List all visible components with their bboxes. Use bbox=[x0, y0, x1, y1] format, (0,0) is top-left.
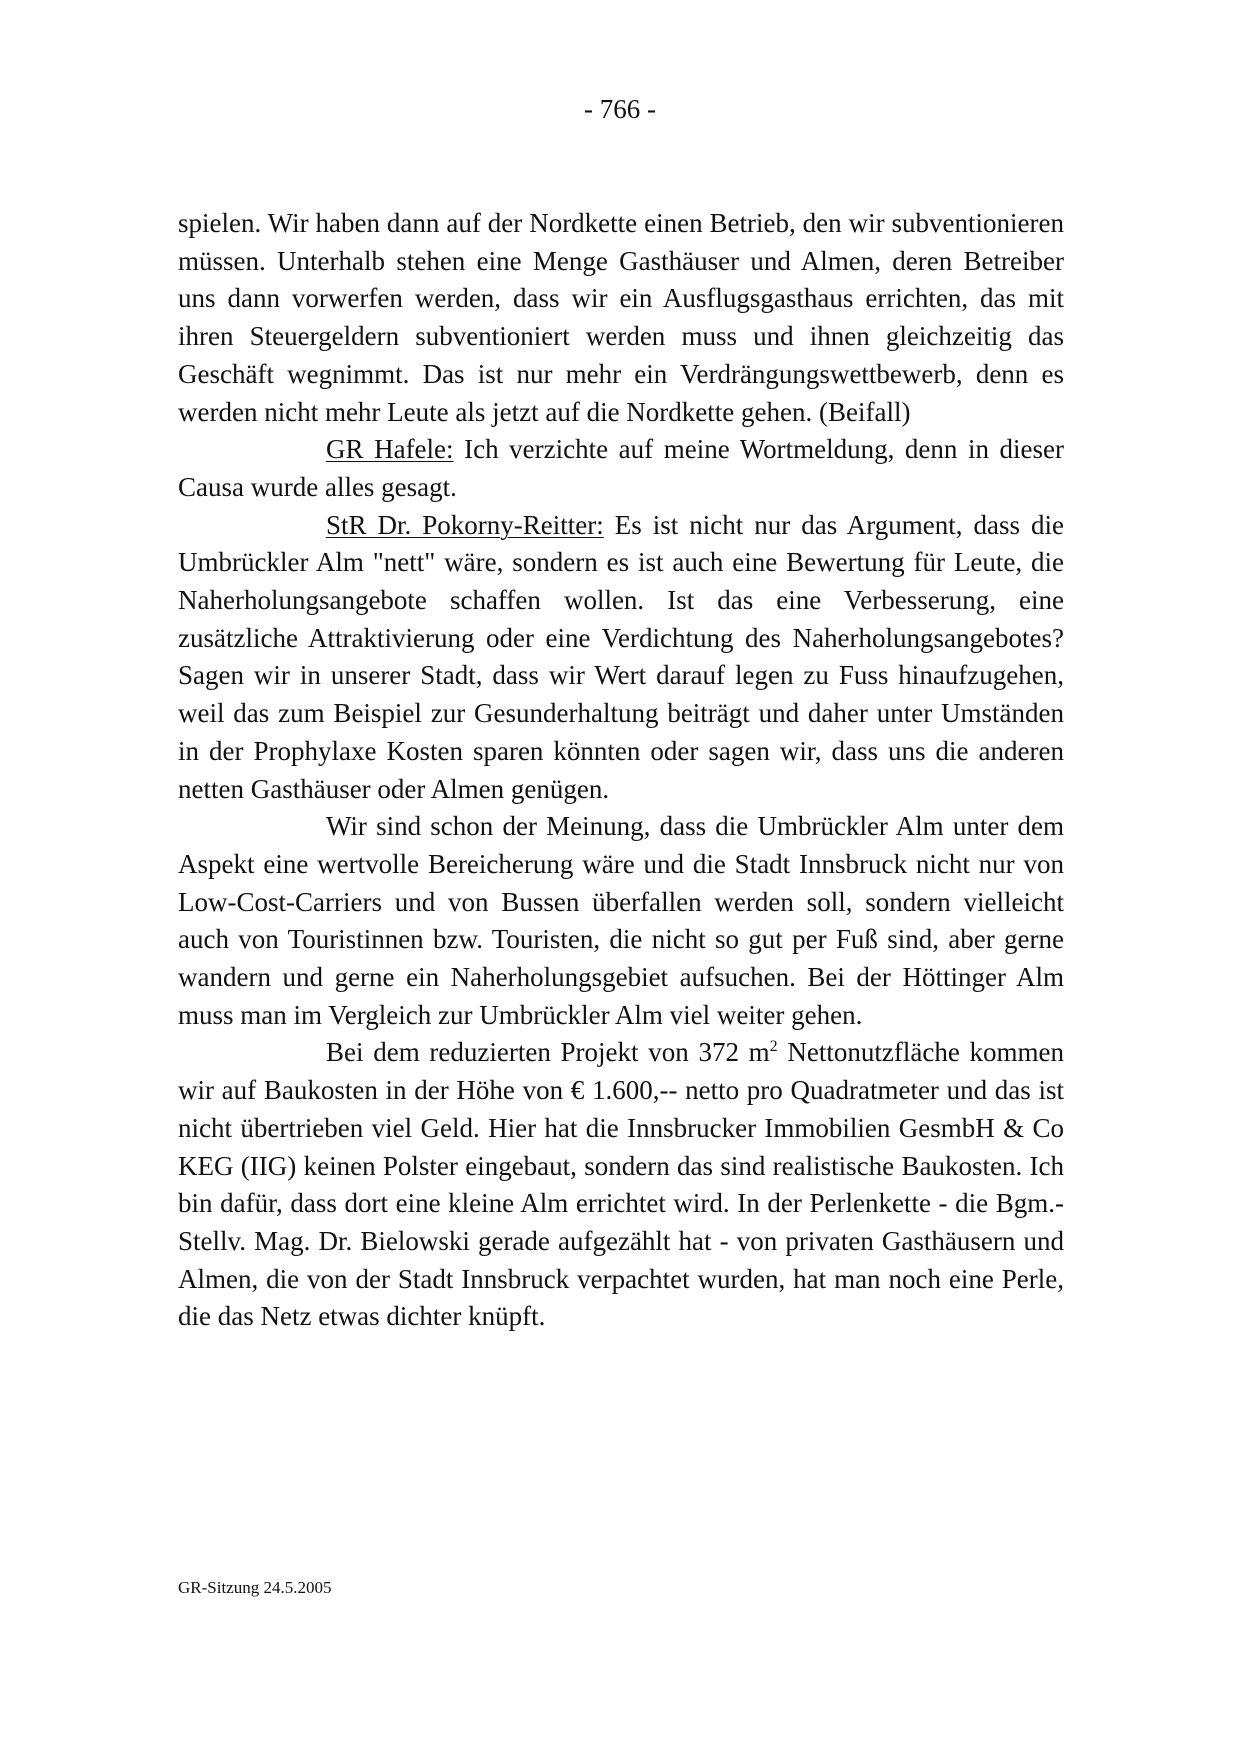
speech-text: Ich verzichte auf meine Wortmeldung, denn in dieser Causa wurde alles gesagt. bbox=[178, 434, 1064, 502]
superscript: 2 bbox=[769, 1038, 778, 1056]
speaker-name: GR Hafele: bbox=[326, 434, 454, 465]
footer-session: GR-Sitzung 24.5.2005 bbox=[178, 1578, 332, 1597]
paragraph-speech-pokorny-reitter bbox=[178, 507, 1064, 809]
speaker-name: StR Dr. Pokorny-Reitter: bbox=[326, 509, 604, 540]
paragraph-speech-hafele bbox=[178, 431, 1064, 506]
paragraph-baukosten bbox=[178, 1034, 1064, 1336]
speech-text: Es ist nicht nur das Argument, dass die Umbrückler Alm "nett" wäre, sondern es ist auch eine Bewertung für Leute, die Naherholungsangebote schaffen wollen. Ist das eine Verbesserung, eine zusätzliche Attraktivierung oder eine Verdichtung des Naherholungsangebotes? Sagen wir in unserer Stadt, dass wir Wert darauf legen zu Fuss hinaufzugehen, weil das zum Beispiel zur Gesunderhaltung beiträgt und daher unter Umständen in der Prophylaxe Kosten sparen könnten oder sagen wir, dass uns die anderen netten Gasthäuser oder Almen genügen. bbox=[178, 509, 1065, 804]
page-number: - 766 - bbox=[584, 94, 656, 124]
document-body bbox=[178, 205, 1064, 1336]
paragraph-umbrueckler-alm: Wir sind schon der Meinung, dass die Umbrückler Alm unter dem Aspekt eine wertvolle Bereicherung wäre und die Stadt Innsbruck nicht nur von Low-Cost-Carriers und von Bussen überfallen werden soll, sondern vielleicht auch von Touristinnen bzw. Touristen, die nicht so gut per Fuß sind, aber gerne wandern und gerne ein Naherholungsgebiet aufsuchen. Bei der Höttinger Alm muss man im Vergleich zur Umbrückler Alm viel weiter gehen. bbox=[178, 811, 1064, 1030]
paragraph-text-end: Nettonutzfläche kommen wir auf Baukosten in der Höhe von € 1.600,-- netto pro Quadratmeter und das ist nicht übertrieben viel Geld. Hier hat die Innsbrucker Immobilien GesmbH & Co KEG (IIG) keinen Polster eingebaut, sondern das sind realistische Baukosten. Ich bin dafür, dass dort eine kleine Alm errichtet wird. In der Perlenkette - die Bgm.-Stellv. Mag. Dr. Bielowski gerade aufgezählt hat - von privaten Gasthäusern und Almen, die von der Stadt Innsbruck verpachtet wurden, hat man noch eine Perle, die das Netz etwas dichter knüpft. bbox=[178, 1037, 1064, 1332]
paragraph-text-start: Bei dem reduzierten Projekt von 372 m bbox=[326, 1037, 770, 1068]
paragraph-continuation: spielen. Wir haben dann auf der Nordkette einen Betrieb, den wir subventionieren müssen. Unterhalb stehen eine Menge Gasthäuser und Almen, deren Betreiber uns dann vorwerfen werden, dass wir ein Ausflugsgasthaus errichten, das mit ihren Steuergeldern subventioniert werden muss und ihnen gleichzeitig das Geschäft wegnimmt. Das ist nur mehr ein Verdrängungswettbewerb, denn es werden nicht mehr Leute als jetzt auf die Nordkette gehen. (Beifall) bbox=[178, 208, 1064, 427]
